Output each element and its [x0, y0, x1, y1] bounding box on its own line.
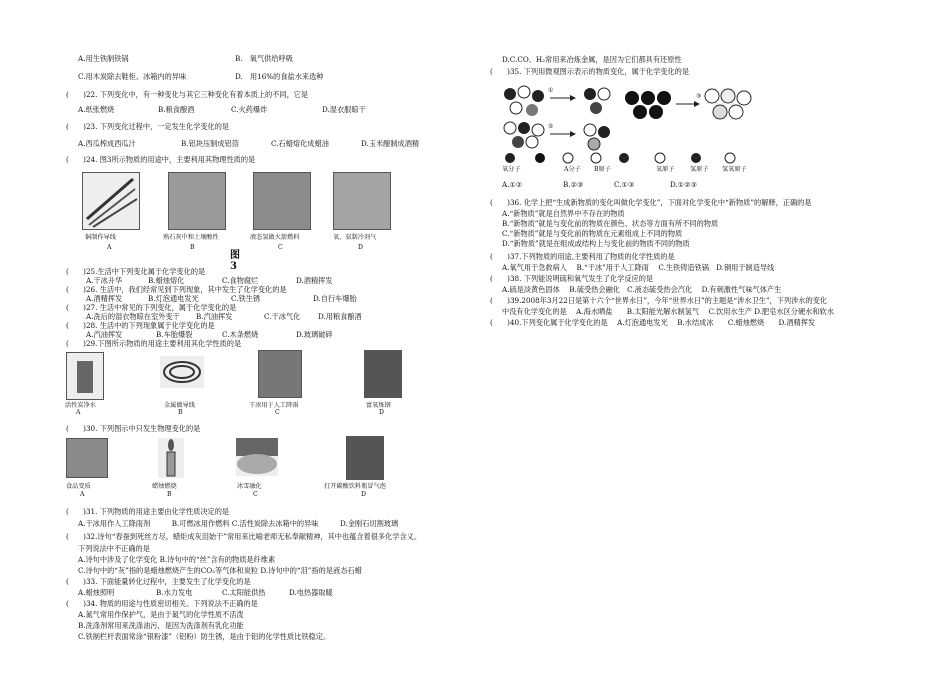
q40-stem: ( )40.下列变化属于化学变化的是 A.灯泡通电发光 B.水结成冰 C.蜡烛燃烧 D.酒精挥发 [490, 318, 816, 327]
q29-letter-a: A [76, 409, 81, 416]
q27-option-a: A.洗后的湿衣物晾在室外变干 [86, 312, 180, 321]
candle-icon [158, 438, 184, 478]
q35-legend-1: 氧分子 [502, 166, 521, 173]
q34-option-c: C.铁制栏杆表面常涂“银粉漆”（铝粉）防生锈，是由于铝的化学性质比铁稳定。 [78, 632, 331, 641]
q37-stem: ( )37.下列物质的用途,主要利用了物质的化学性质的是 [490, 252, 675, 261]
q21-option-c: C.用木炭除去鞋柜、冰箱内的异味 [78, 72, 187, 81]
q24-letter-b: B [190, 244, 195, 251]
q21-option-a: A.用生铁制铁锅 [78, 54, 129, 63]
q37-options: A.氧气用于急救病人 B.“干冰”用于人工降雨 C.生铁铸造铁锅 D.铜用于制造导线 [502, 263, 775, 272]
q35-arrow-label-2: ② [548, 123, 554, 130]
q29-letter-c: C [275, 409, 280, 416]
q30-letter-a: A [80, 491, 85, 498]
q30-letter-d: D [361, 491, 366, 498]
q38-stem: ( )38. 下列能说明硫和氧气发生了化学反应的是 [490, 274, 654, 283]
q30-caption-c: 冰雪融化 [237, 483, 262, 490]
q33-option-b: B.水力发电 [156, 588, 193, 597]
q35-option-c: C.①③ [614, 180, 635, 189]
q24-caption-d: 氧、氨制冷剂气 [333, 234, 377, 241]
q36-option-d: D.“新物质”就是在组成或结构上与变化前的物质不同的物质 [502, 239, 690, 248]
q36-option-b: B.“新物质”就是与变化前的物质在颜色、状态等方面有所不同的物质 [502, 219, 719, 228]
q22-option-b: B.粮食酿酒 [158, 105, 195, 114]
q35-option-b: B.②③ [563, 180, 584, 189]
q38-options: A.硫是淡黄色固体 B.硫受热会融化 C.液态硫受热会汽化 D.有刺激性气味气体产生 [502, 285, 782, 294]
q23-option-b: B.铝块压制成铝箔 [181, 139, 239, 148]
copper-wire-image [82, 172, 140, 230]
figure-3-label: 图 3 [230, 250, 240, 272]
snow-landscape-icon [236, 438, 278, 476]
q35-legend-4: 氧原子 [656, 166, 675, 173]
rocket-launch-image [253, 172, 311, 230]
arrow-2 [550, 131, 576, 137]
q26-option-a: A.酒精挥发 [86, 294, 123, 303]
q28-option-b: B.车胎爆裂 [156, 330, 193, 339]
q35-legend-5: 氢原子 [690, 166, 709, 173]
q32-options-ab: A.诗句中涉及了化学变化 B.诗句中的“丝”含有的物质是纤维素 [78, 555, 276, 564]
q32-stem: ( )32.诗句“春蚕到死丝方尽，蜡炬成灰泪始干”常用来比喻老师无私奉献精神，其中也蕴含着很多化学含义。 [66, 532, 422, 541]
q30-caption-d: 打开碳酸饮料瓶冒气泡 [324, 483, 386, 490]
soda-bubbles-image [346, 436, 384, 480]
q22-option-a: A.纸张燃烧 [78, 105, 115, 114]
q28-stem: ( )28. 生活中的下列现象属于化学变化的是 [66, 321, 215, 330]
q24-letter-d: D [358, 244, 363, 251]
q35-legend-3: B原子 [594, 166, 611, 173]
q27-option-d: D.用粮食酿酒 [318, 312, 362, 321]
q31-options: A.干冰用作人工降雨剂 B.可燃冰用作燃料 C.活性炭除去冰箱中的异味 D.金刚石切割玻璃 [78, 519, 399, 528]
oxygen-steel-image [364, 350, 402, 398]
q25-stem: ( )25.生活中下列变化属于化学变化的是 [66, 267, 206, 276]
candle-image [158, 438, 184, 478]
q27-option-c: C.干冰气化 [264, 312, 301, 321]
q24-caption-a: 铜制作导线 [85, 234, 116, 241]
q26-option-d: D.自行车爆胎 [313, 294, 357, 303]
q27-stem: ( )27. 生活中常见的下列变化，属于化学变化的是 [66, 303, 237, 312]
q34-stem: ( )34. 物质的用途与性质密切相关。下列说法不正确的是 [66, 599, 258, 608]
q29-letter-d: D [379, 409, 384, 416]
q23-option-c: C.石蜡熔化成蜡油 [271, 139, 329, 148]
q23-option-d: D.玉米酿制成酒精 [361, 139, 420, 148]
product-3 [705, 89, 751, 119]
q28-option-d: D.玻璃破碎 [296, 330, 333, 339]
food-spoil-image [66, 438, 108, 478]
q36-stem: ( )36. 化学上把“生成新物质的变化叫做化学变化”，下面对化学变化中“新物质”的解释，正确的是 [490, 198, 812, 207]
reaction-1 [504, 86, 544, 116]
ice-melt-image [236, 438, 278, 476]
q33-option-c: C.太阳能供热 [222, 588, 266, 597]
q30-letter-b: B [167, 491, 172, 498]
q22-stem: ( )22. 下列变化中，有一种变化与其它三种变化有着本质上的不同，它是 [66, 90, 309, 99]
q21-option-d: D. 用16%的食盐水来选种 [235, 72, 324, 81]
q26-option-b: B.灯泡通电发光 [148, 294, 199, 303]
product-2 [584, 124, 610, 150]
q30-stem: ( )30. 下列图示中只发生物理变化的是 [66, 424, 201, 433]
q28-option-a: A.汽油挥发 [86, 330, 123, 339]
q24-caption-c: 液态氢做火箭燃料 [250, 234, 300, 241]
q33-option-d: D.电热器取暖 [289, 588, 333, 597]
q35-option-a: A.①② [502, 180, 523, 189]
q32-options-cd: C.诗句中的“灰”指的是蜡烛燃烧产生的CO₂等气体和炭粒 D.诗句中的“泪”指的是液态石蜡 [78, 566, 362, 575]
q21-option-b: B. 氧气供给呼吸 [235, 54, 293, 63]
q22-option-c: C.火药爆炸 [231, 105, 268, 114]
legend-particles [505, 153, 735, 163]
q34-option-b: B.洗涤剂常用来洗涤油污，是因为洗涤剂有乳化功能 [78, 621, 244, 630]
q25-option-d: D.酒精挥发 [296, 276, 333, 285]
q35-option-d: D.①②③ [670, 180, 698, 189]
q39-stem: ( )39.2008年3月22日是第十六个“世界水日”，今年“世界水日”的主题是“涉水卫生”，下列涉水的变化 [490, 296, 828, 305]
q29-caption-d: 富氧炼钢 [366, 402, 391, 409]
refrigerant-image [333, 172, 391, 230]
q24-letter-a: A [107, 244, 112, 251]
lime-field-image [168, 172, 226, 230]
q33-stem: ( )33. 下面能量转化过程中，主要发生了化学变化的是 [66, 577, 251, 586]
q30-caption-a: 食品变质 [66, 483, 91, 490]
q31-stem: ( )31. 下列物质的用途主要由化学性质决定的是 [66, 507, 230, 516]
dry-ice-rain-image [258, 350, 302, 398]
water-cup-icon [67, 353, 103, 399]
q36-option-c: C.“新物质”就是与变化前的物质在元素组成上不同的物质 [502, 229, 683, 238]
q39-stem-continued: 中没有化学变化的是 A.海水晒盐 B.太阳能光解水制氢气 C.饮用水生产 D.肥皂水区分硬水和软水 [502, 307, 834, 316]
q35-arrow-label-3: ③ [696, 93, 702, 100]
q24-stem: ( )24. 图3所示物质的用途中，主要利用其物理性质的是 [66, 155, 256, 164]
q35-legend-2: A分子 [564, 166, 581, 173]
q29-letter-b: B [178, 409, 183, 416]
q25-option-b: B.蜡烛熔化 [148, 276, 185, 285]
q25-option-a: A.干冰升华 [86, 276, 123, 285]
q26-stem: ( )26. 生活中，我们经常见到下列现象，其中发生了化学变化的是 [66, 285, 287, 294]
q25-option-c: C.食物腐烂 [222, 276, 259, 285]
q28-option-c: C.木条燃烧 [222, 330, 259, 339]
q29-caption-b: 金属做导线 [164, 402, 195, 409]
q34-option-a: A.氮气常用作保护气，是由于氮气的化学性质不活泼 [78, 610, 244, 619]
q29-caption-c: 干冰用于人工降雨 [249, 402, 299, 409]
q34-option-d: D.C.CO、H₂常用来冶炼金属，是因为它们都具有还原性 [502, 55, 682, 64]
q36-option-a: A.“新物质”就是自然界中不存在的物质 [502, 209, 625, 218]
wire-coil-icon [160, 356, 204, 388]
arrow-1 [550, 95, 576, 101]
product-1 [584, 88, 610, 114]
metal-wire-image [160, 356, 204, 388]
q24-caption-b: 熟石灰中和土壤酸性 [163, 234, 219, 241]
q29-caption-a: 活性炭净水 [65, 402, 96, 409]
q35-arrow-label-1: ① [548, 87, 554, 94]
copper-wire-icon [83, 173, 139, 229]
q32-stem-continued: 下列说法中不正确的是 [78, 544, 150, 553]
q27-option-b: B.汽油挥发 [196, 312, 233, 321]
q30-letter-c: C [253, 491, 258, 498]
q35-stem: ( )35. 下列用微观图示表示的物质变化，属于化学变化的是 [490, 67, 690, 76]
q24-letter-c: C [278, 244, 283, 251]
q33-option-a: A.蜡烛照明 [78, 588, 115, 597]
activated-carbon-image [66, 352, 104, 400]
q23-stem: ( )23. 下列变化过程中，一定发生化学变化的是 [66, 122, 230, 131]
q29-stem: ( )29.下图所示物质的用途主要利用其化学性质的是 [66, 339, 242, 348]
arrow-3 [676, 101, 700, 107]
q30-caption-b: 蜡烛燃烧 [152, 483, 177, 490]
q35-legend-6: 氢氧原子 [722, 166, 747, 173]
reaction-3 [625, 91, 671, 119]
q23-option-a: A.西瓜榨成西瓜汁 [78, 139, 136, 148]
q26-option-c: C.铁生锈 [231, 294, 261, 303]
q22-option-d: D.湿衣服晾干 [322, 105, 366, 114]
reaction-2 [504, 122, 544, 148]
